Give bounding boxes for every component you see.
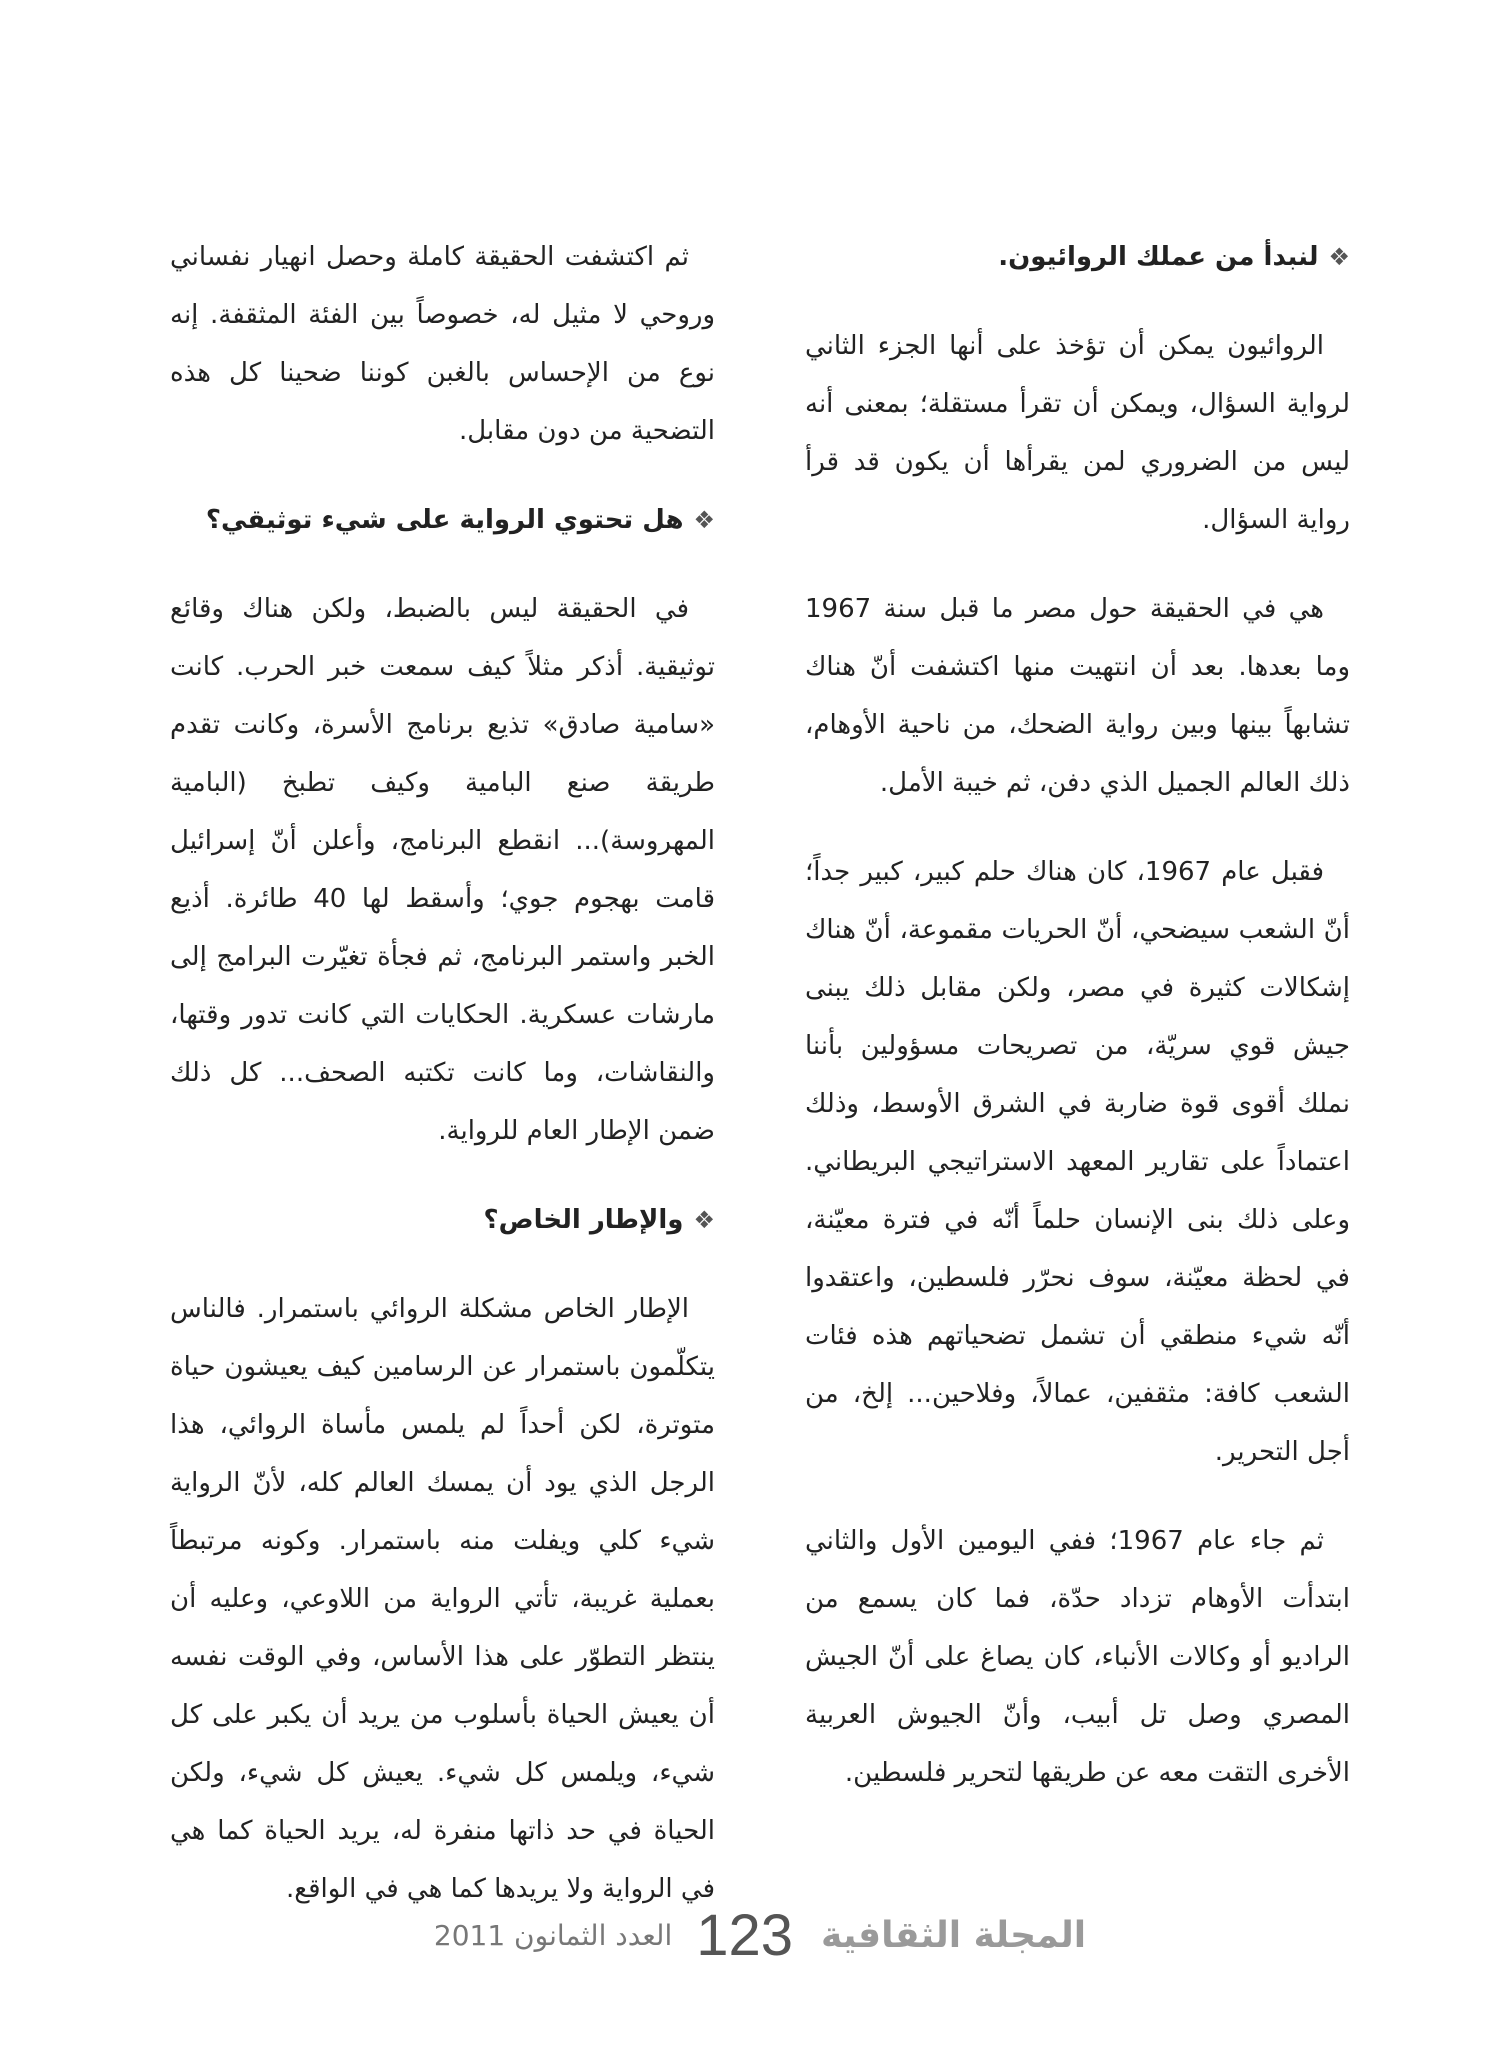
heading-text: لنبدأ من عملك الروائيون. (998, 242, 1319, 272)
diamond-bullet-icon: ❖ (693, 1206, 715, 1234)
section-heading (170, 1191, 715, 1249)
paragraph: ثم جاء عام 1967؛ ففي اليومين الأول والثاني ابتدأت الأوهام تزداد حدّة، فما كان يسمع من الراديو أو وكالات الأنباء، كان يصاغ على أنّ الجيش المصري وصل تل أبيب، وأنّ الجيوش العربية الأخرى التقت معه عن طريقها لتحرير فلسطين. (805, 1526, 1350, 1788)
issue-label: العدد الثمانون 2011 (433, 1918, 673, 1952)
paragraph: ثم اكتشفت الحقيقة كاملة وحصل انهيار نفساني وروحي لا مثيل له، خصوصاً بين الفئة المثقفة. إنه نوع من الإحساس بالغبن كوننا ضحينا كل هذه التضحية من دون مقابل. (170, 242, 715, 446)
heading-text: هل تحتوي الرواية على شيء توثيقي؟ (205, 505, 684, 535)
paragraph: فقبل عام 1967، كان هناك حلم كبير، كبير جداً؛ أنّ الشعب سيضحي، أنّ الحريات مقموعة، أنّ هناك إشكالات كثيرة في مصر، ولكن مقابل ذلك يبنى جيش قوي سريّة، من تصريحات مسؤولين بأننا نملك أقوى قوة ضاربة في الشرق الأوسط، وذلك اعتماداً على تقارير المعهد الاستراتيجي البريطاني. وعلى ذلك بنى الإنسان حلماً أنّه في فترة معيّنة، في لحظة معيّنة، سوف نحرّر فلسطين، واعتقدوا أنّه شيء منطقي أن تشمل تضحياتهم هذه فئات الشعب كافة: مثقفين، عمالاً، وفلاحين... إلخ، من أجل التحرير. (805, 857, 1350, 1467)
left-column (170, 228, 715, 1918)
section-heading (170, 491, 715, 549)
diamond-bullet-icon: ❖ (693, 506, 715, 534)
diamond-bullet-icon: ❖ (1328, 243, 1350, 271)
right-column (805, 228, 1350, 1802)
paragraph: هي في الحقيقة حول مصر ما قبل سنة 1967 وما بعدها. بعد أن انتهيت منها اكتشفت أنّ هناك تشابهاً بينها وبين رواية الضحك، من ناحية الأوهام، ذلك العالم الجميل الذي دفن، ثم خيبة الأمل. (805, 594, 1350, 798)
paragraph: الروائيون يمكن أن تؤخذ على أنها الجزء الثاني لرواية السؤال، ويمكن أن تقرأ مستقلة؛ بمعنى أنه ليس من الضروري لمن يقرأها أن يكون قد قرأ رواية السؤال. (805, 331, 1350, 535)
page-number: 123 (696, 1902, 794, 1968)
section-heading (805, 228, 1350, 286)
heading-text: والإطار الخاص؟ (483, 1205, 684, 1235)
page-footer (430, 1900, 1090, 1970)
paragraph: الإطار الخاص مشكلة الروائي باستمرار. فالناس يتكلّمون باستمرار عن الرسامين كيف يعيشون حياة متوترة، لكن أحداً لم يلمس مأساة الروائي، هذا الرجل الذي يود أن يمسك العالم كله، لأنّ الرواية شيء كلي ويفلت منه باستمرار. وكونه مرتبطاً بعملية غريبة، تأتي الرواية من اللاوعي، وعليه أن ينتظر التطوّر على هذا الأساس، وفي الوقت نفسه أن يعيش الحياة بأسلوب من يريد أن يكبر على كل شيء، ويلمس كل شيء. يعيش كل شيء، ولكن الحياة في حد ذاتها منفرة له، يريد الحياة كما هي في الرواية ولا يريدها كما هي في الواقع. (170, 1294, 715, 1904)
magazine-title: المجلة الثقافية (821, 1914, 1087, 1956)
paragraph: في الحقيقة ليس بالضبط، ولكن هناك وقائع توثيقية. أذكر مثلاً كيف سمعت خبر الحرب. كانت «سامية صادق» تذيع برنامج الأسرة، وكانت تقدم طريقة صنع البامية وكيف تطبخ (البامية المهروسة)... انقطع البرنامج، وأعلن أنّ إسرائيل قامت بهجوم جوي؛ وأسقط لها 40 طائرة. أذيع الخبر واستمر البرنامج، ثم فجأة تغيّرت البرامج إلى مارشات عسكرية. الحكايات التي كانت تدور وقتها، والنقاشات، وما كانت تكتبه الصحف... كل ذلك ضمن الإطار العام للرواية. (170, 594, 715, 1146)
